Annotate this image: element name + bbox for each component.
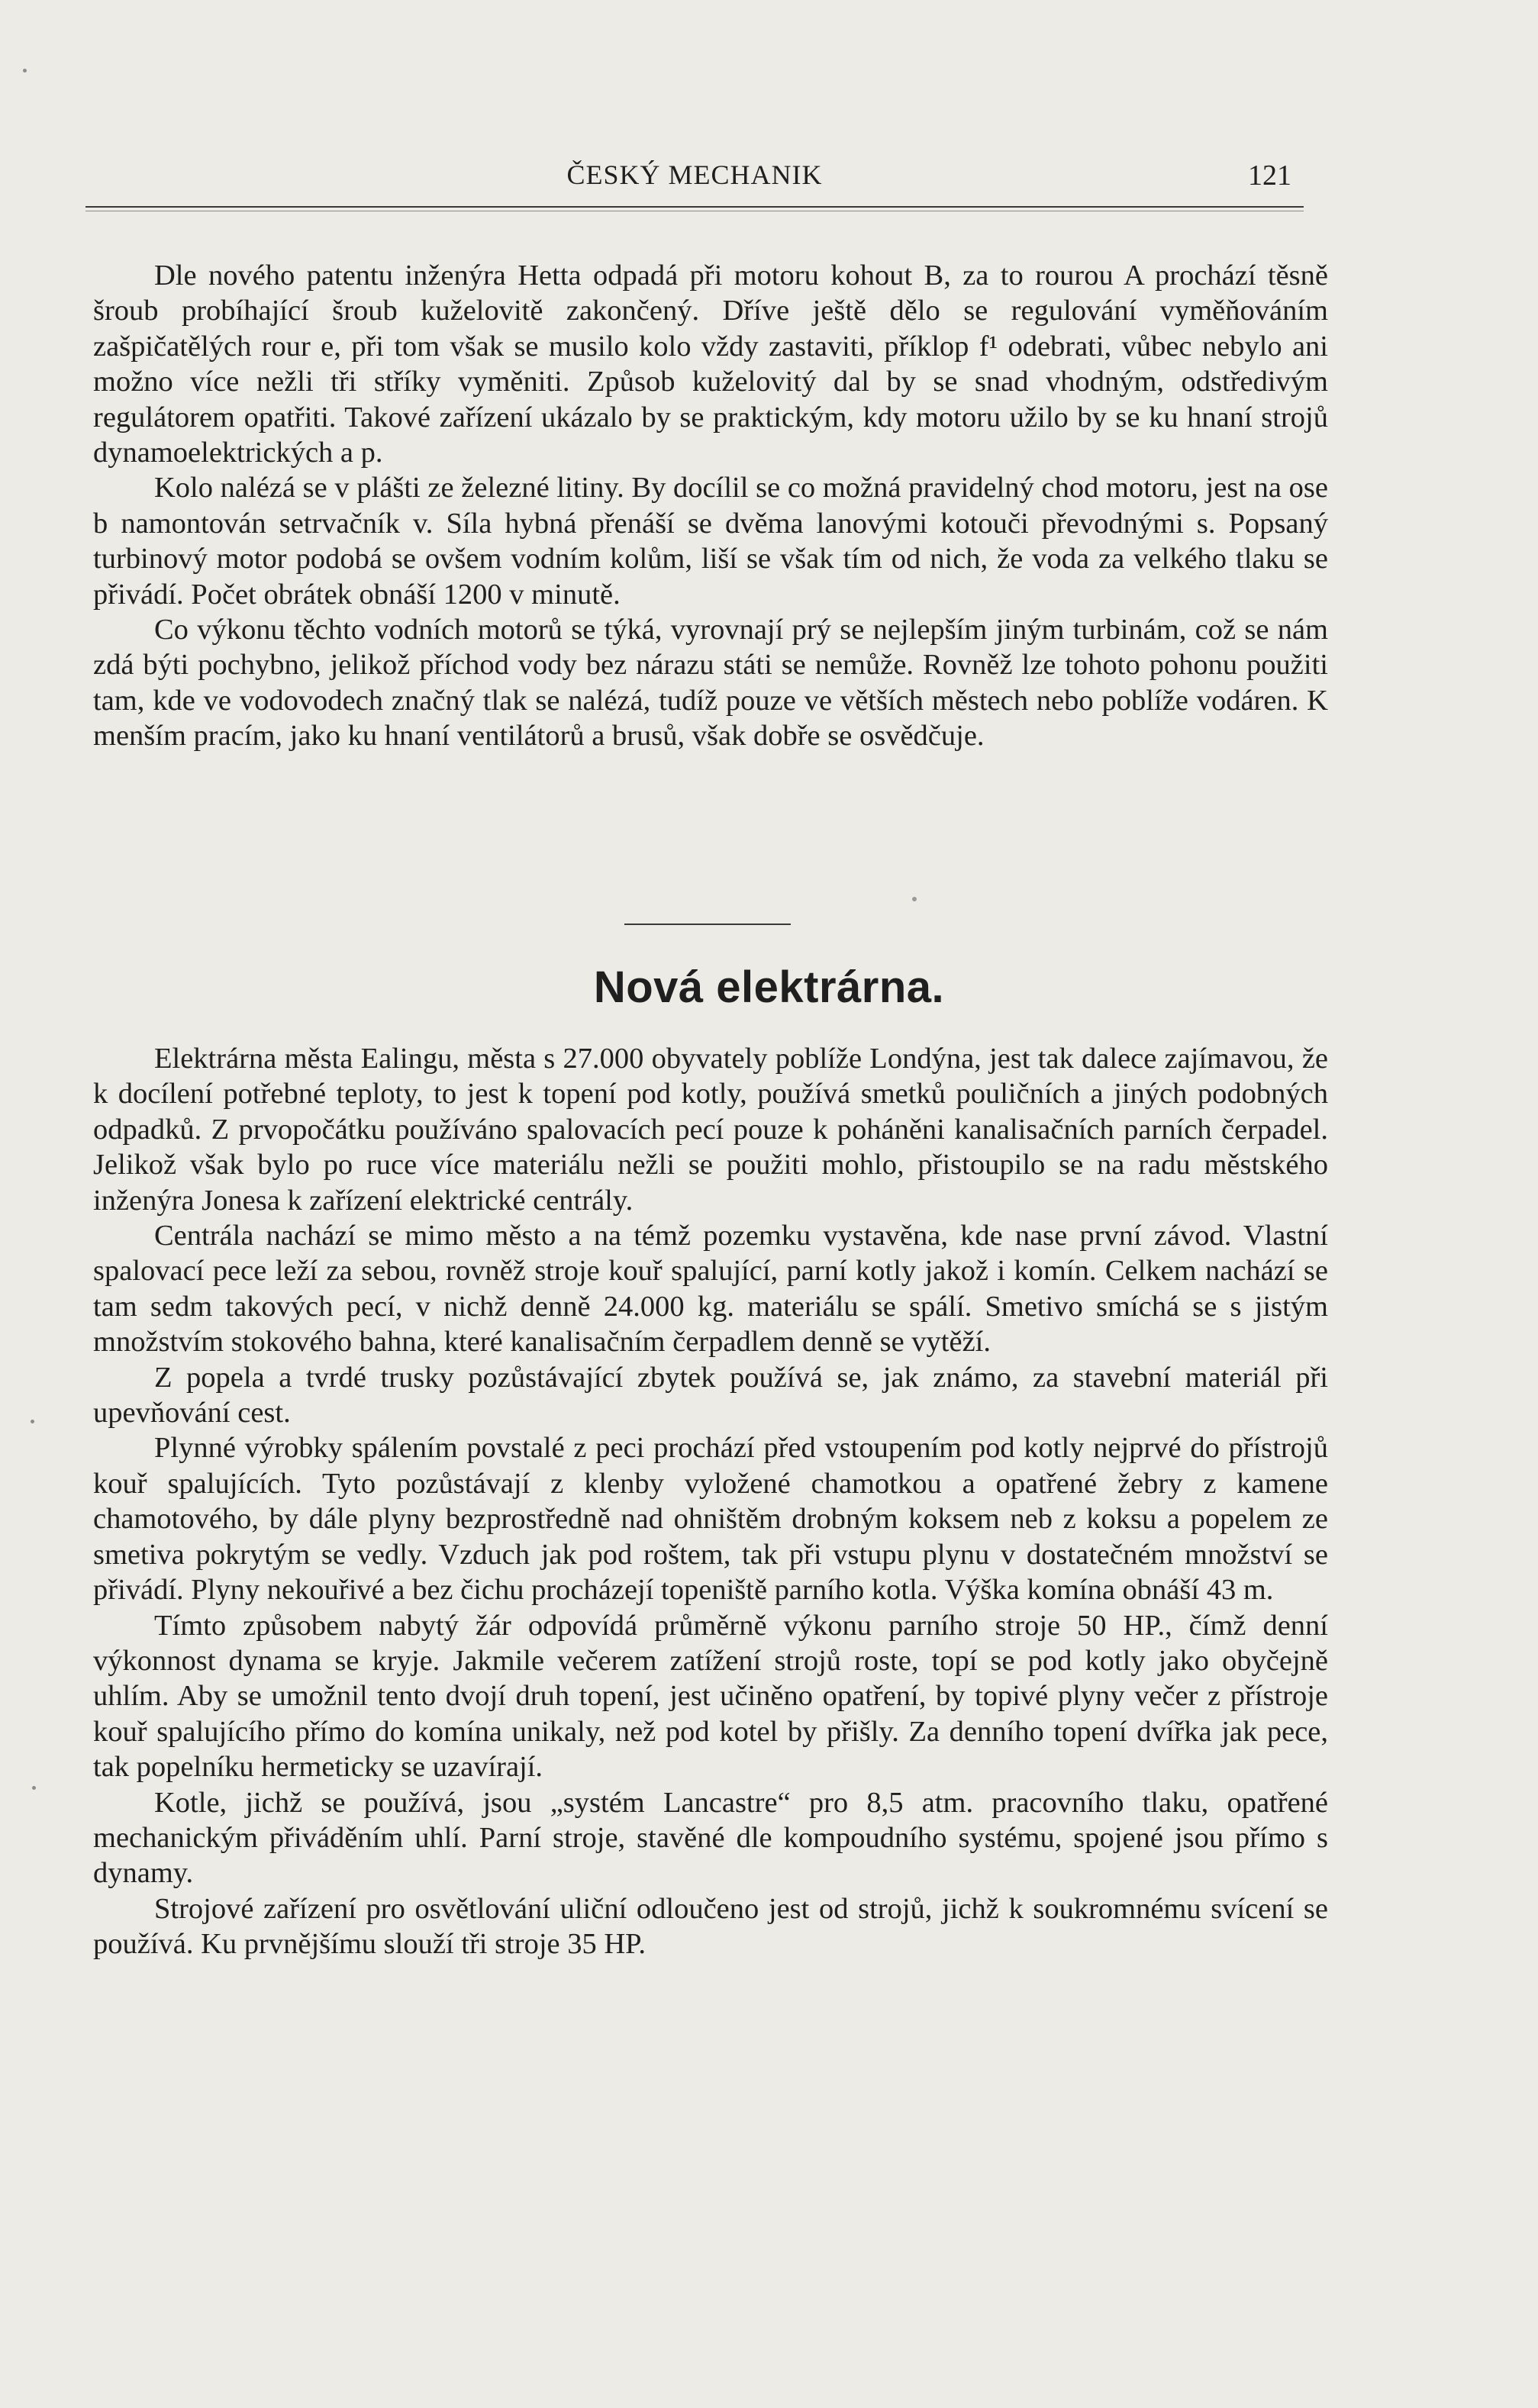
page-header <box>85 159 1304 195</box>
article-2-body <box>93 1041 1328 1962</box>
margin-speck <box>32 1786 36 1790</box>
print-speck <box>912 897 917 901</box>
header-rule <box>85 206 1304 208</box>
paragraph: Plynné výrobky spálením povstalé z peci prochází před vstoupením pod kotly nejprvé do přístrojů kouř spalujících. Tyto pozůstávají z klenby vyložené chamotkou a opatřené žebry z kamene chamotového, by dále plyny bezprostředně nad ohništěm drobným koksem neb z koksu a popelem ze smetiva pokrytým se vedly. Vzduch jak pod roštem, tak při vstupu plynu v dostatečném množství se přivádí. Plyny nekouřivé a bez čichu procházejí topeniště parního kotla. Výška komína obnáší 43 m. <box>93 1432 1328 1607</box>
article-1-body <box>93 258 1328 754</box>
paragraph: Strojové zařízení pro osvětlování uliční odloučeno jest od strojů, jichž k soukromnému svícení se používá. Ku prvnějšímu slouží tři stroje 35 HP. <box>93 1892 1328 1961</box>
section-divider <box>624 924 791 925</box>
paragraph: Dle nového patentu inženýra Hetta odpadá při motoru kohout B, za to rourou A prochází těsně šroub probíhající šroub kuželovitě zakončený. Dříve ještě dělo se regulování vyměňováním zašpičatělých rour e, při tom však se musilo kolo vždy zastaviti, příklop f¹ odebrati, vůbec nebylo ani možno více nežli tři stříky vyměniti. Způsob kuželovitý dal by se snad vhodným, odstředivým regulátorem opatřiti. Takové zařízení ukázalo by se praktickým, kdy motoru užilo by se ku hnaní strojů dynamoelektrických a p. <box>93 259 1328 469</box>
paragraph: Z popela a tvrdé trusky pozůstávající zbytek používá se, jak známo, za stavební materiál při upevňování cest. <box>93 1361 1328 1430</box>
paragraph: Tímto způsobem nabytý žár odpovídá průměrně výkonu parního stroje 50 HP., čímž denní výkonnost dynama se kryje. Jakmile večerem zatížení strojů roste, topí se pod kotly jako obyčejně uhlím. Aby se umožnil tento dvojí druh topení, jest učiněno opatření, by topivé plyny večer z přístroje kouř spalujícího přímo do komína unikaly, než pod kotel by přišly. Za denního topení dvířka jak pece, tak popelníku hermeticky se uzavírají. <box>93 1609 1328 1784</box>
article-title: Nová elektrárna. <box>593 962 945 1012</box>
margin-speck <box>31 1420 34 1423</box>
paragraph: Centrála nachází se mimo město a na témž pozemku vystavěna, kde nase první závod. Vlastní spalovací pece leží za sebou, rovněž stroje kouř spalující, parní kotly jakož i komín. Celkem nachází se tam sedm takových pecí, v nichž denně 24.000 kg. materiálu se spálí. Smetivo smíchá se s jistým množstvím stokového bahna, které kanalisačním čerpadlem denně se vytěží. <box>93 1220 1328 1359</box>
paragraph: Elektrárna města Ealingu, města s 27.000 obyvately poblíže Londýna, jest tak dalece zajímavou, že k docílení potřebné teploty, to jest k topení pod kotly, používá smetků pouličních a jiných podobných odpadků. Z prvopočátku používáno spalovacích pecí pouze k poháněni kanalisačních parních čerpadel. Jelikož však bylo po ruce více materiálu nežli se použiti mohlo, přistoupilo se na radu městského inženýra Jonesa k zařízení elektrické centrály. <box>93 1043 1328 1217</box>
paragraph: Kotle, jichž se používá, jsou „systém Lancastre“ pro 8,5 atm. pracovního tlaku, opatřené mechanickým přiváděním uhlí. Parní stroje, stavěné dle kompoudního systému, spojené jsou přímo s dynamy. <box>93 1786 1328 1890</box>
paragraph: Kolo nalézá se v plášti ze železné litiny. By docílil se co možná pravidelný chod motoru, jest na ose b namontován setrvačník v. Síla hybná přenáší se dvěma lanovými kotouči převodnými s. Popsaný turbinový motor podobá se ovšem vodním kolům, liší se však tím od nich, že voda za velkého tlaku se přivádí. Počet obrátek obnáší 1200 v minutě. <box>93 472 1328 611</box>
page-number: 121 <box>1248 160 1291 192</box>
margin-speck <box>23 69 27 73</box>
paragraph: Co výkonu těchto vodních motorů se týká, vyrovnají prý se nejlepším jiným turbinám, což se nám zdá býti pochybno, jelikož příchod vody bez nárazu státi se nemůže. Rovněž lze tohoto pohonu použiti tam, kde ve vodovodech značný tlak se nalézá, tudíž pouze ve větších městech nebo poblíže vodáren. K menším pracím, jako ku hnaní ventilátorů a brusů, však dobře se osvědčuje. <box>93 614 1328 753</box>
running-title: ČESKÝ MECHANIK <box>566 160 823 190</box>
